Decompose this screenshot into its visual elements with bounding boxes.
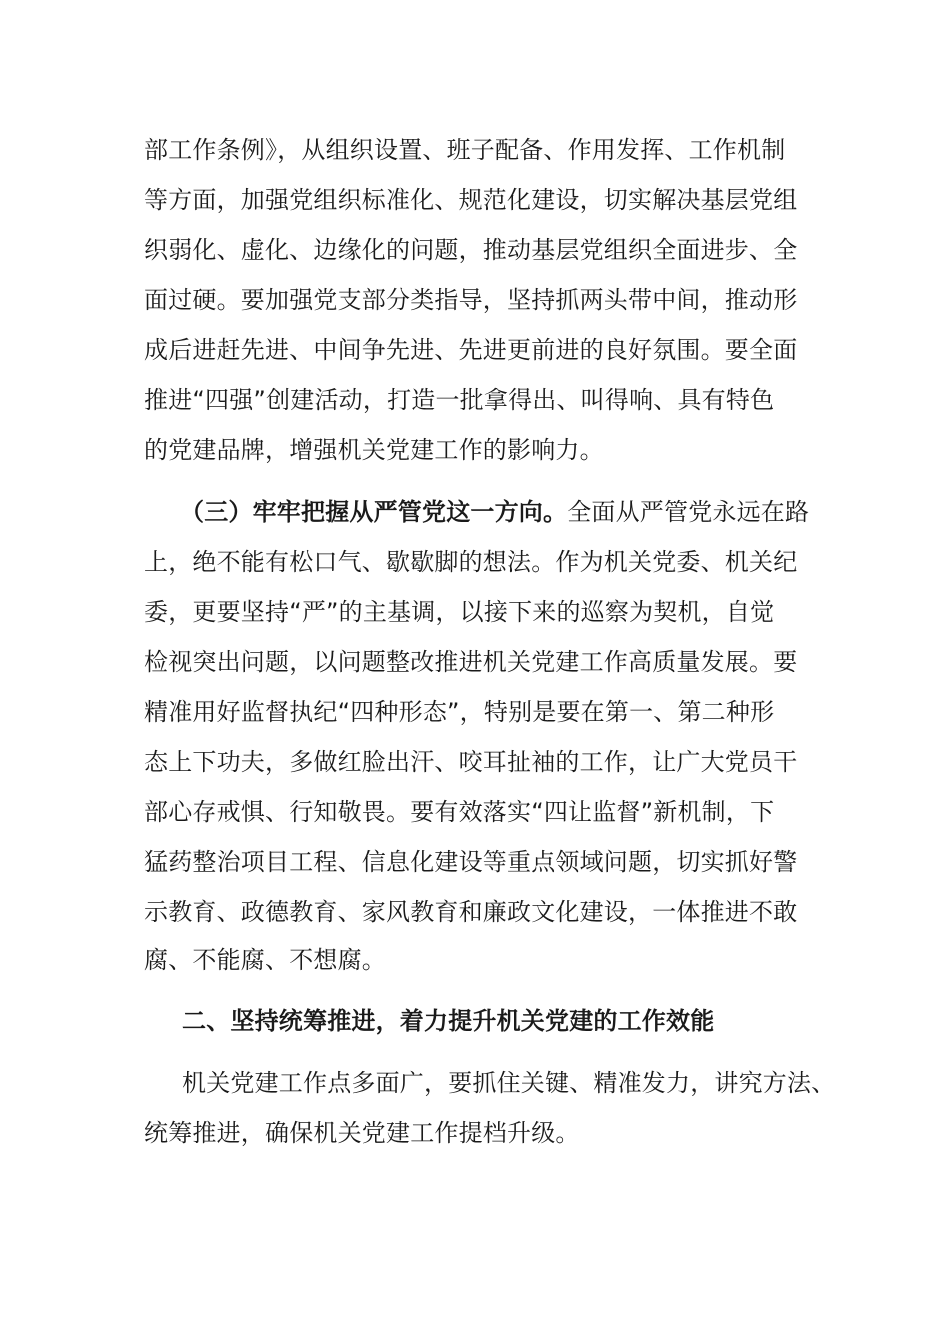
subsection-heading: （三）牢牢把握从严管党这一方向。 [180,498,568,526]
paragraph-line: 腐、不能腐、不想腐。 [144,946,386,974]
paragraph-line: 等方面，加强党组织标准化、规范化建设，切实解决基层党组 [144,186,798,214]
section-heading: 二、坚持统筹推进，着力提升机关党建的工作效能 [182,1007,715,1035]
paragraph-line: 上，绝不能有松口气、歇歇脚的想法。作为机关党委、机关纪 [144,548,798,576]
paragraph-line: 态上下功夫，多做红脸出汗、咬耳扯袖的工作，让广大党员干 [144,748,798,776]
paragraph-line: 成后进赶先进、中间争先进、先进更前进的良好氛围。要全面 [144,336,798,364]
paragraph-line: 精准用好监督执纪“四种形态”，特别是要在第一、第二种形 [144,698,775,726]
paragraph-line: 统筹推进，确保机关党建工作提档升级。 [144,1119,580,1147]
paragraph-line: 织弱化、虚化、边缘化的问题，推动基层党组织全面进步、全 [144,236,798,264]
paragraph-text: 全面从严管党永远在路 [567,498,810,526]
paragraph-line: 部心存戒惧、行知敬畏。要有效落实“四让监督”新机制，下 [144,798,775,826]
paragraph-line: 示教育、政德教育、家风教育和廉政文化建设，一体推进不敢 [144,898,798,926]
paragraph-line: 推进“四强”创建活动，打造一批拿得出、叫得响、具有特色 [144,386,775,414]
paragraph-line: 面过硬。要加强党支部分类指导，坚持抓两头带中间，推动形 [144,286,798,314]
paragraph-first-line [180,487,809,537]
paragraph-line: 机关党建工作点多面广，要抓住关键、精准发力，讲究方法、 [182,1069,836,1097]
paragraph-line: 委，更要坚持“严”的主基调，以接下来的巡察为契机，自觉 [144,598,775,626]
paragraph-line: 猛药整治项目工程、信息化建设等重点领域问题，切实抓好警 [144,848,798,876]
paragraph-line: 检视突出问题，以问题整改推进机关党建工作高质量发展。要 [144,648,798,676]
paragraph-line: 部工作条例》，从组织设置、班子配备、作用发挥、工作机制 [144,136,786,164]
paragraph-line: 的党建品牌，增强机关党建工作的影响力。 [144,436,604,464]
